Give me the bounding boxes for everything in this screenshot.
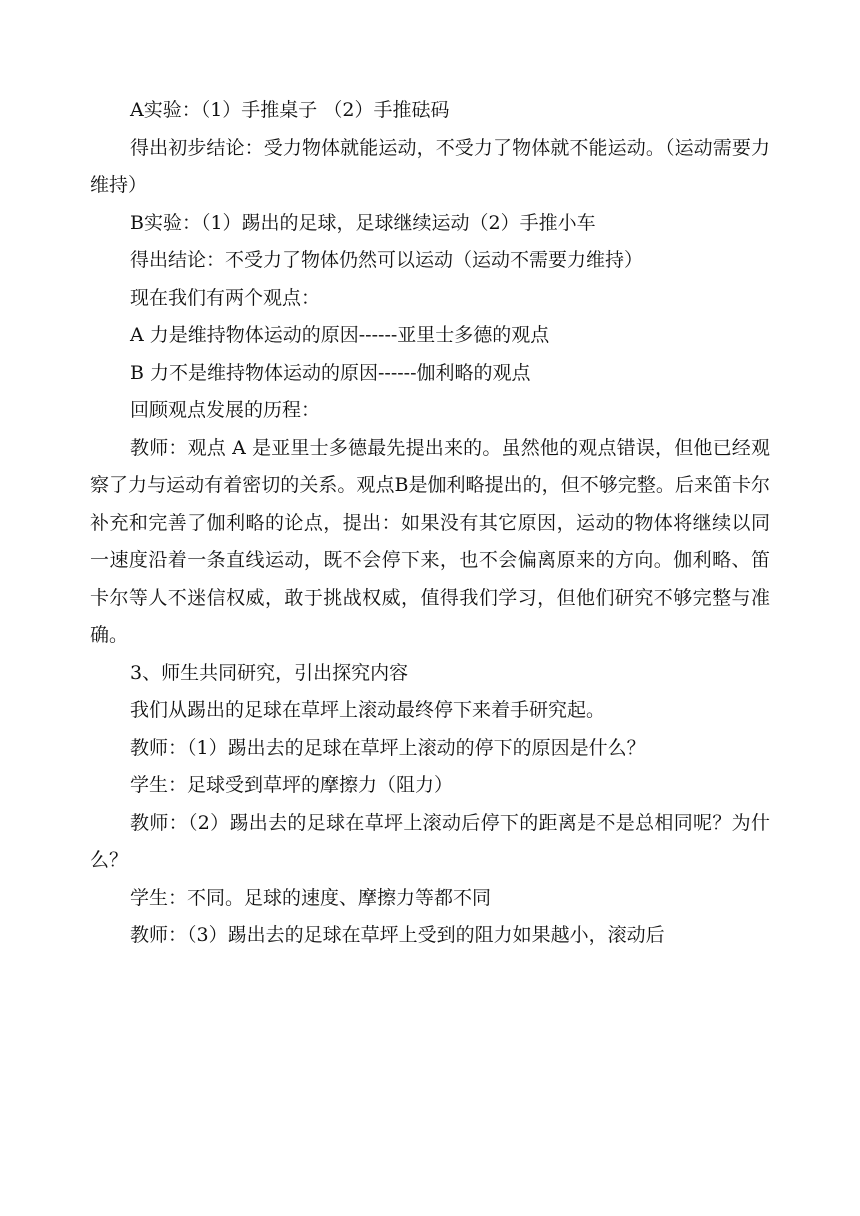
paragraph-review-history: 回顾观点发展的历程： (130, 399, 321, 421)
paragraph-experiment-b: B实验：（1）踢出的足球，足球继续运动（2）手推小车 (130, 211, 596, 234)
paragraph-conclusion: 得出结论：不受力了物体仍然可以运动（运动不需要力维持） (130, 249, 644, 271)
paragraph-conclusion-preliminary: 得出初步结论：受力物体就能运动，不受力了物体就不能运动。（运动需要力维持） (90, 136, 770, 196)
paragraph-teacher-explanation: 教师：观点 A 是亚里士多德最先提出来的。虽然他的观点错误，但他已经观察了力与运动有着密切的关系。观点B是伽利略提出的，但不够完整。后来笛卡尔补充和完善了伽利略的论点，提出：如果没有其它原因，运动的物体将继续以同一速度沿着一条直线运动，既不会停下来，也不会偏离原来的方向。伽利略、笛卡尔等人不迷信权威，敢于挑战权威，值得我们学习，但他们研究不够完整与准确。 (90, 436, 770, 646)
paragraph-teacher-question-2: 教师：（2）踢出去的足球在草坪上滚动后停下的距离是不是总相同呢？为什么？ (90, 811, 770, 871)
paragraph-teacher-question-1: 教师：（1）踢出去的足球在草坪上滚动的停下的原因是什么？ (130, 736, 646, 759)
paragraph-student-answer-2: 学生：不同。足球的速度、摩擦力等都不同 (130, 886, 492, 909)
paragraph-start-research: 我们从踢出的足球在草坪上滚动最终停下来着手研究起。 (130, 699, 606, 721)
document-body (90, 92, 770, 955)
paragraph-experiment-a: A实验：（1）手推桌子 （2）手推砝码 (130, 99, 450, 121)
paragraph-two-viewpoints: 现在我们有两个观点： (130, 286, 321, 309)
paragraph-viewpoint-a: A 力是维持物体运动的原因------亚里士多德的观点 (130, 324, 550, 346)
paragraph-viewpoint-b: B 力不是维持物体运动的原因------伽利略的观点 (130, 361, 531, 384)
paragraph-student-answer-1: 学生：足球受到草坪的摩擦力（阻力） (130, 774, 454, 796)
paragraph-section-3: 3、师生共同研究，引出探究内容 (130, 661, 409, 684)
paragraph-teacher-question-3: 教师：（3）踢出去的足球在草坪上受到的阻力如果越小，滚动后 (130, 924, 665, 946)
